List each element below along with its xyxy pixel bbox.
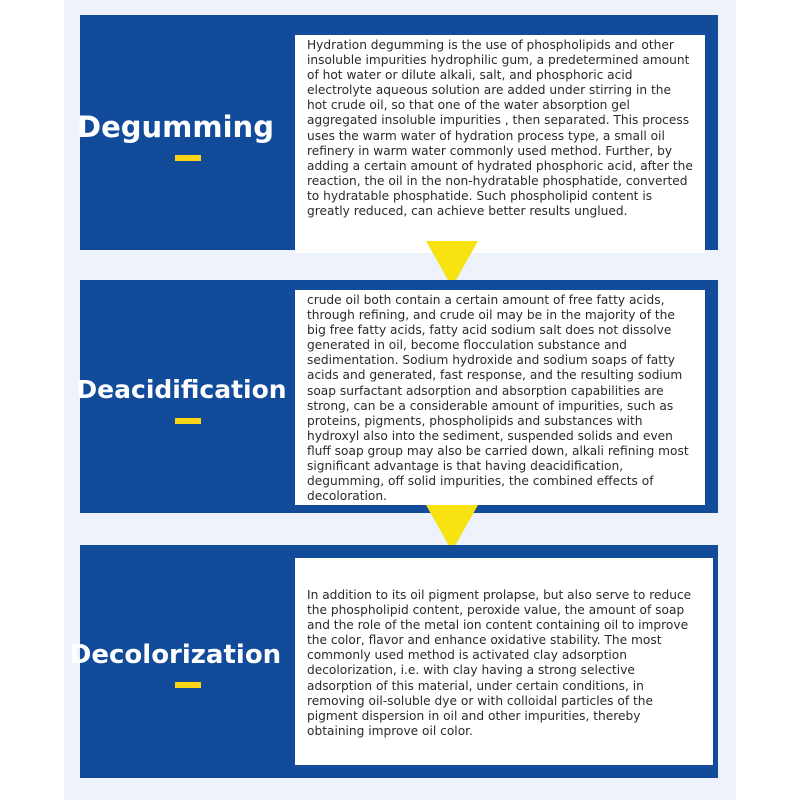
section-title: Degumming [77,110,274,144]
section-description: In addition to its oil pigment prolapse, but also serve to reduce the phospholipid content, peroxide value, the amount of soap and the role of the metal ion content containing oil to improve the color, flavor and enhance oxidative stability. The most commonly used method is activated clay adsorption decolorization, i.e. with clay having a strong selective adsorption of this material, under certain conditions, in removing oil-soluble dye or with colloidal particles of the pigment dispersion in oil and other impurities, thereby obtaining improve oil color. [295,558,713,765]
title-underline [175,155,201,161]
title-underline [175,682,201,688]
section-description: Hydration degumming is the use of phospholipids and other insoluble impurities hydrophilic gum, a predetermined amount of hot water or dilute alkali, salt, and phosphoric acid electrolyte aqueous solution are added under stirring in the hot crude oil, so that one of the water absorption gel aggregated insoluble impurities , then separated. This process uses the warm water of hydration process type, a small oil refinery in warm water commonly used method. Further, by adding a certain amount of hydrated phosphoric acid, after the reaction, the oil in the non-hydratable phosphatide, converted to hydratable phosphatide. Such phospholipid content is greatly reduced, can achieve better results unglued. [295,35,705,253]
section-title: Decolorization [69,640,282,670]
section-decolorization [69,545,718,778]
section-description: crude oil both contain a certain amount of free fatty acids, through refining, and crude oil may be in the majority of the big free fatty acids, fatty acid sodium salt does not dissolve generated in oil, become flocculation substance and sedimentation. Sodium hydroxide and sodium soaps of fatty acids and generated, fast response, and the resulting sodium soap surfactant adsorption and absorption capabilities are strong, can be a considerable amount of impurities, such as proteins, pigments, phospholipids and substances with hydroxyl also into the sediment, suspended solids and even fluff soap group may also be carried down, alkali refining most significant advantage is that having deacidification, degumming, off solid impurities, the combined effects of decoloration. [295,290,705,505]
title-underline [175,418,201,424]
section-degumming [77,15,718,250]
section-title: Deacidification [76,375,287,404]
section-deacidification [76,280,718,513]
